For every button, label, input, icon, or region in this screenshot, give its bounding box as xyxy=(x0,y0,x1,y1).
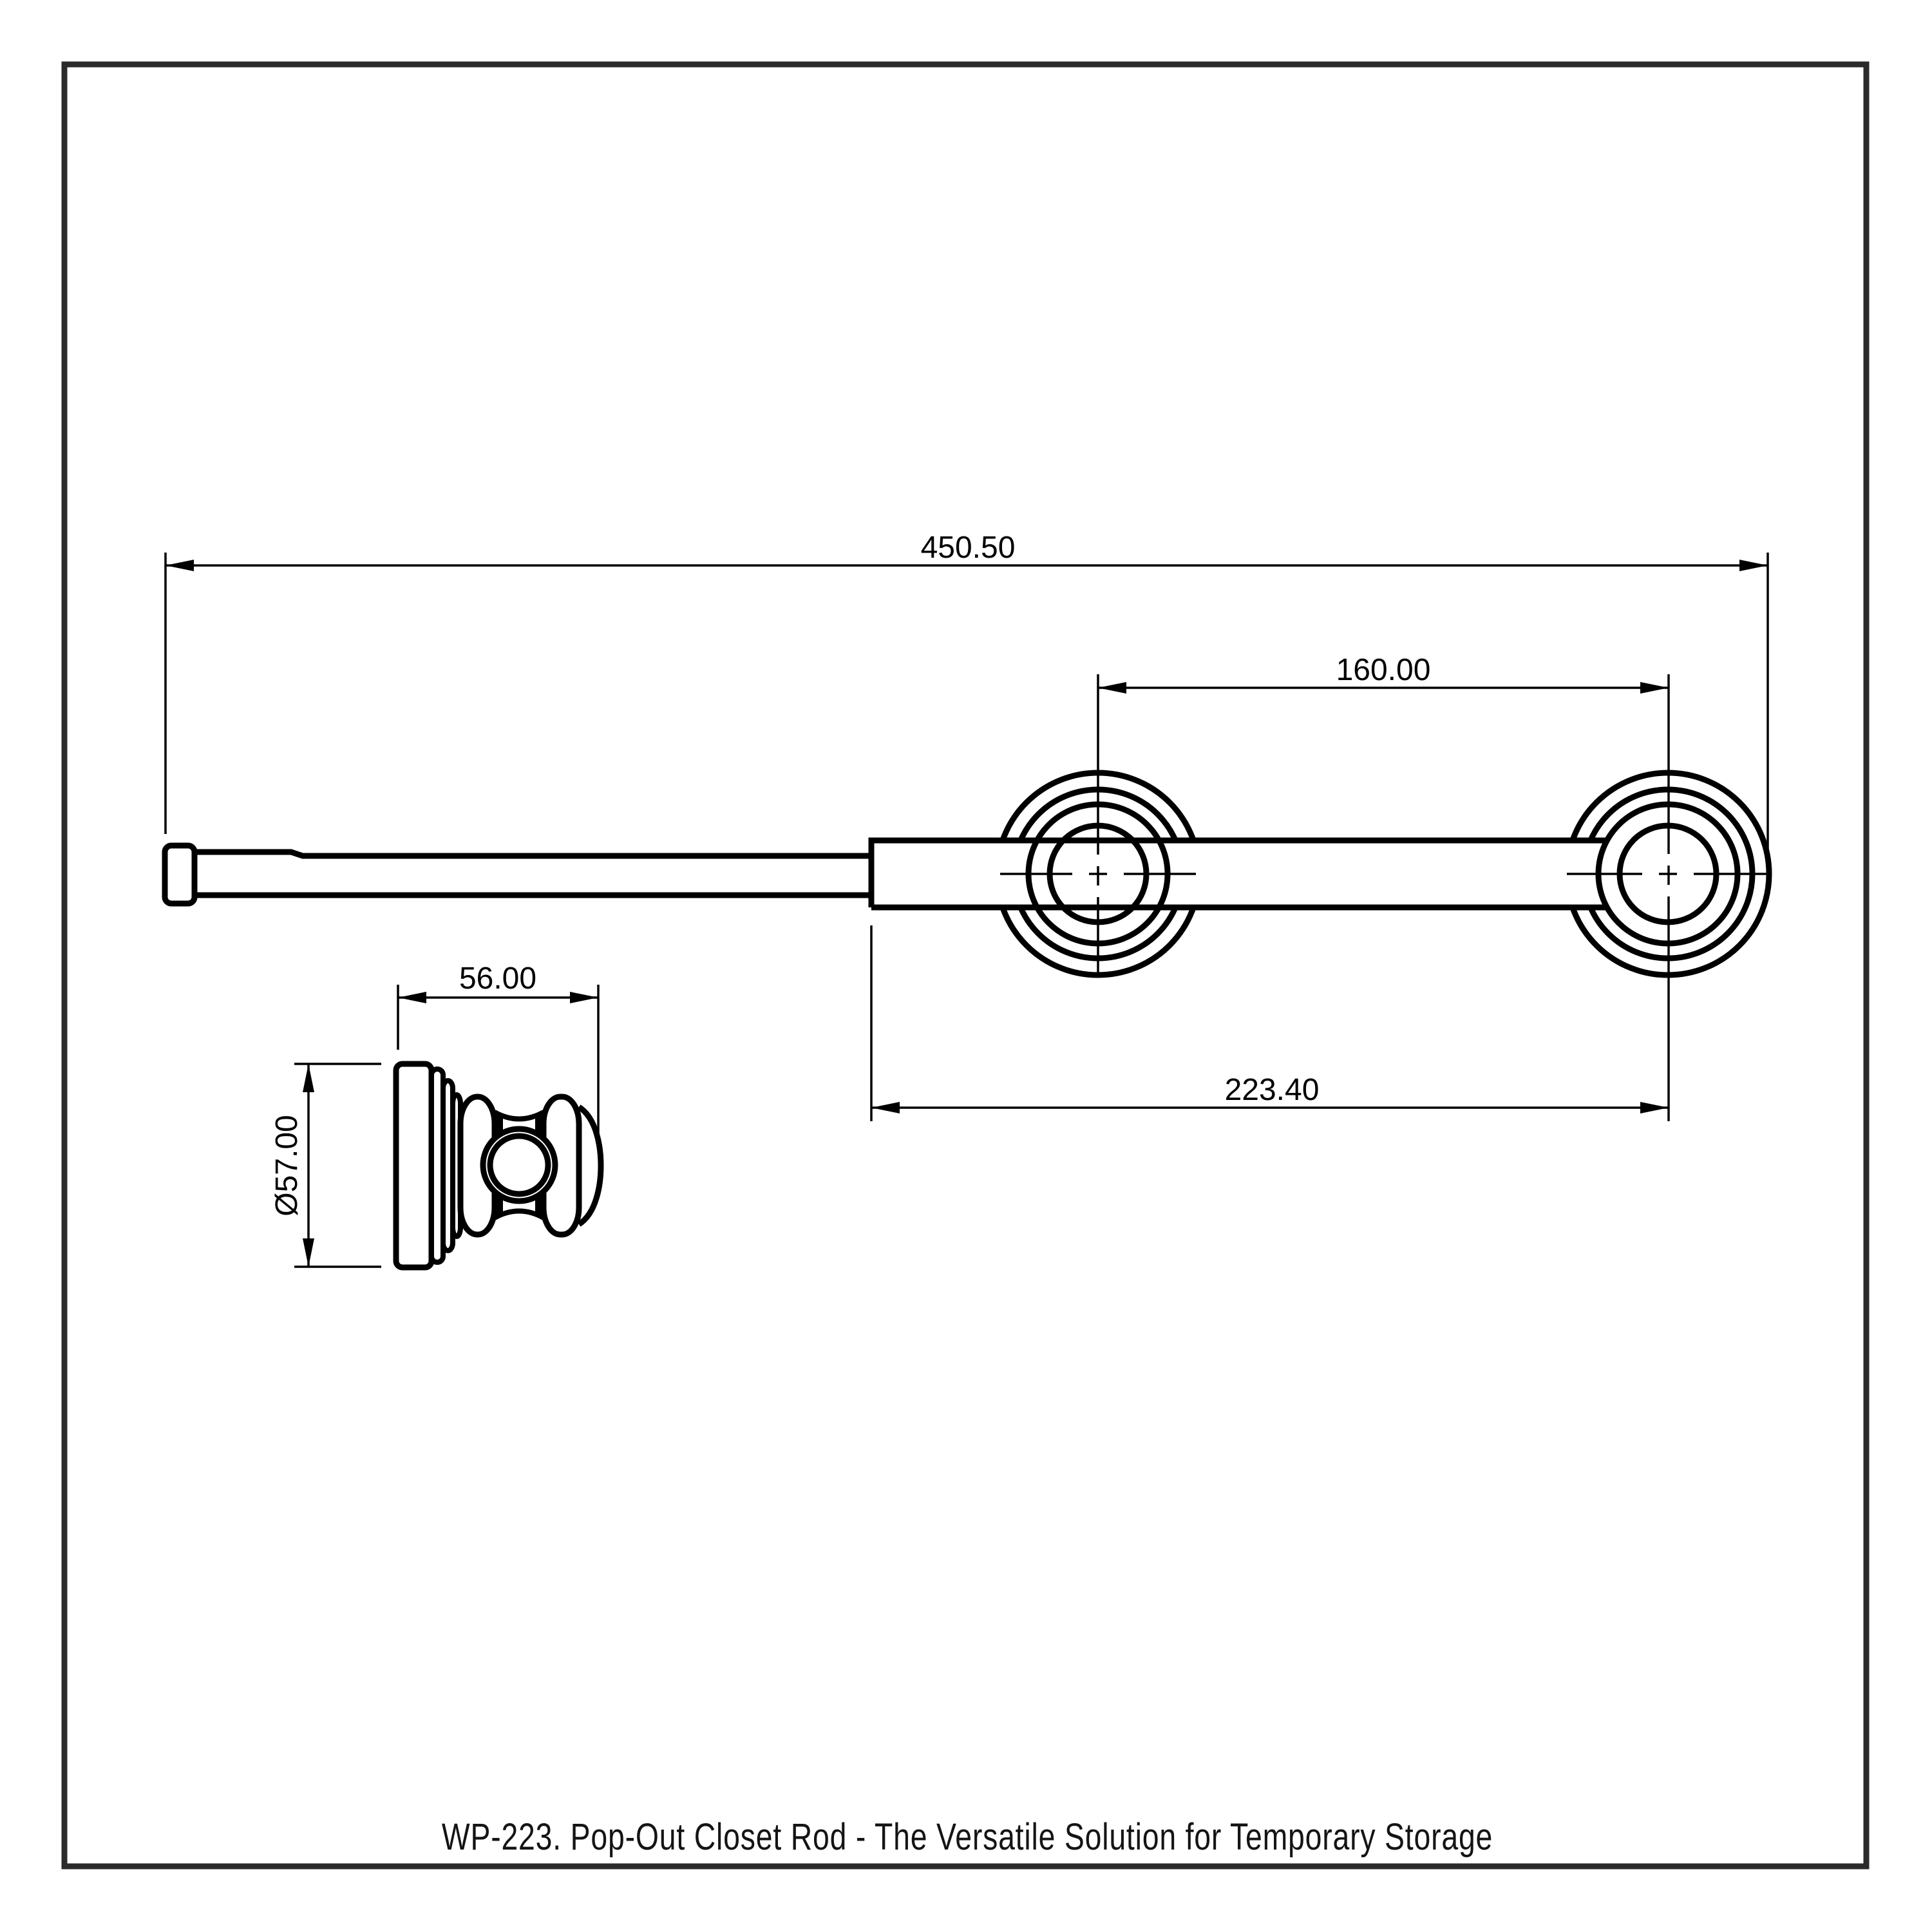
rod-to-end-dimension-label: 223.40 xyxy=(1224,1073,1320,1107)
rod-outer-tube xyxy=(871,840,1668,907)
inner-pole-top-edge xyxy=(194,852,871,856)
rod-to-end-left-arrow xyxy=(871,1102,900,1113)
dimension-mount-spacing xyxy=(1098,653,1669,694)
dimension-overall-length xyxy=(166,531,1768,871)
overall-length-left-arrow xyxy=(166,560,194,571)
drawing-border-frame xyxy=(64,64,1866,1866)
overall-length-right-arrow xyxy=(1739,560,1768,571)
knob-wall-plate xyxy=(396,1064,431,1267)
knob-depth-dimension-label: 56.00 xyxy=(459,961,537,996)
front-view-rod-assembly xyxy=(165,531,1769,1121)
rod-to-end-right-arrow xyxy=(1640,1102,1669,1113)
knob-depth-right-arrow xyxy=(570,992,598,1003)
drawing-caption: WP-223. Pop-Out Closet Rod - The Versatile Solution for Temporary Storage xyxy=(441,1816,1493,1859)
knob-diameter-bottom-arrow xyxy=(303,1238,314,1267)
dimension-knob-diameter xyxy=(270,1064,381,1267)
side-view-mount-knob xyxy=(270,961,601,1267)
mount-spacing-left-arrow xyxy=(1098,682,1126,694)
rod-inner-pole xyxy=(194,852,871,895)
knob-diameter-dimension-label: Ø57.00 xyxy=(270,1115,304,1217)
rod-end-cap xyxy=(165,846,194,904)
knob-depth-left-arrow xyxy=(398,992,426,1003)
rod-outer-tube-fill xyxy=(871,840,1668,907)
overall-length-dimension-label: 450.50 xyxy=(920,531,1016,565)
mount-spacing-right-arrow xyxy=(1640,682,1669,694)
mount-spacing-dimension-label: 160.00 xyxy=(1336,653,1431,687)
dimension-rod-to-end xyxy=(871,925,1669,1121)
knob-diameter-top-arrow xyxy=(303,1064,314,1092)
